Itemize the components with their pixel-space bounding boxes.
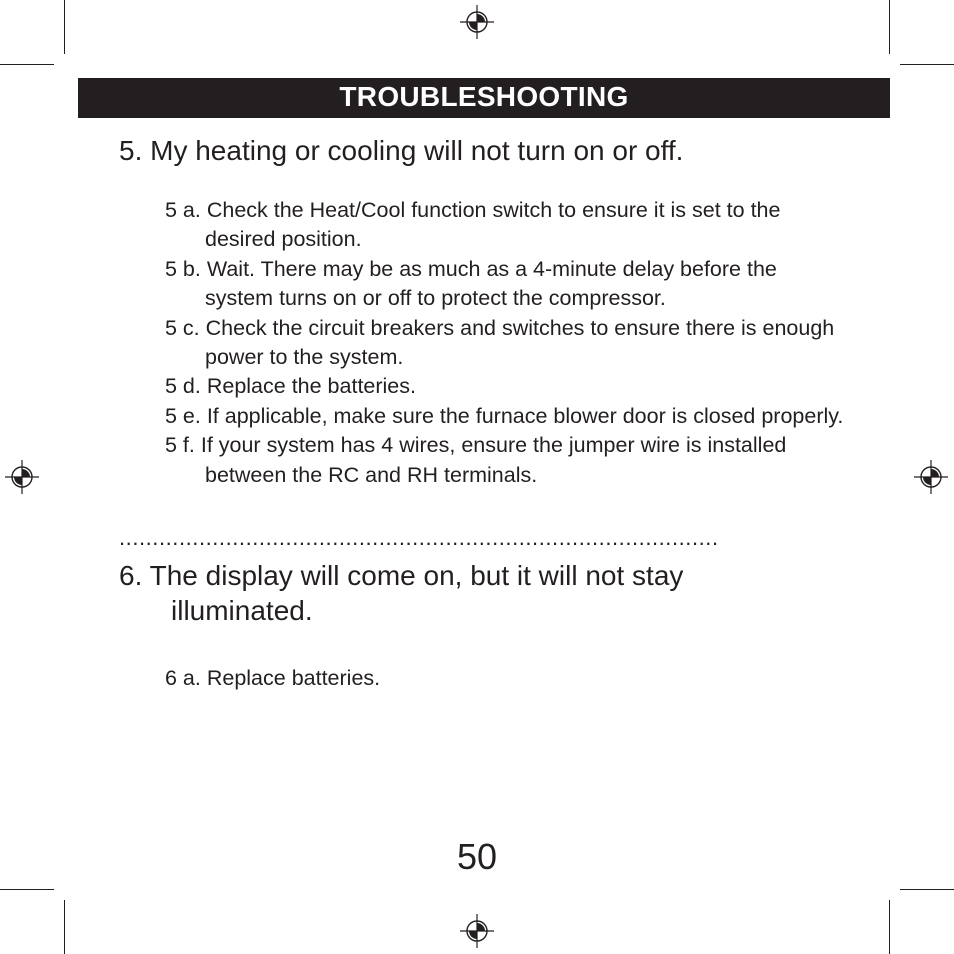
registration-mark-left-icon [5,460,39,494]
registration-mark-bottom-icon [460,914,494,948]
question-5-title: 5. My heating or cooling will not turn on or off. [119,135,684,166]
answer-5a: 5 a. Check the Heat/Cool function switch to ensure it is set to the desired position. [165,198,781,252]
crop-mark-bottom-left-horizontal [0,889,54,890]
answer-5d: 5 d. Replace the batteries. [165,374,416,399]
section-header-bar [78,78,890,118]
registration-mark-top-icon [460,5,494,39]
crop-mark-top-left-horizontal [0,64,54,65]
question-6-title-line-1: 6. The display will come on, but it will not stay [119,560,684,591]
crop-mark-bottom-right-vertical [889,900,890,954]
answer-5c: 5 c. Check the circuit breakers and switches to ensure there is enough power to the system. [165,315,835,370]
registration-mark-right-icon [914,460,948,494]
crop-mark-bottom-left-vertical [64,900,65,954]
page-number: 50 [456,836,498,877]
question-5-answer-list [165,196,845,490]
dotted-separator: .......................................................................................... [119,525,719,550]
answer-5b: 5 b. Wait. There may be as much as a 4-minute delay before the system turns on or off to protect the compressor. [165,256,777,311]
crop-mark-top-right-vertical [889,0,890,54]
crop-mark-top-left-vertical [64,0,65,54]
crop-mark-top-right-horizontal [900,64,954,65]
question-6-title [119,558,683,628]
answer-5f: 5 f. If your system has 4 wires, ensure the jumper wire is installed between the RC and RH terminals. [165,433,787,487]
answer-6a: 6 a. Replace batteries. [165,666,381,690]
crop-mark-bottom-right-horizontal [900,889,954,890]
answer-5e: 5 e. If applicable, make sure the furnace blower door is closed properly. [165,403,844,428]
question-6-title-line-2: illuminated. [171,595,313,626]
section-title: TROUBLESHOOTING [339,81,629,112]
